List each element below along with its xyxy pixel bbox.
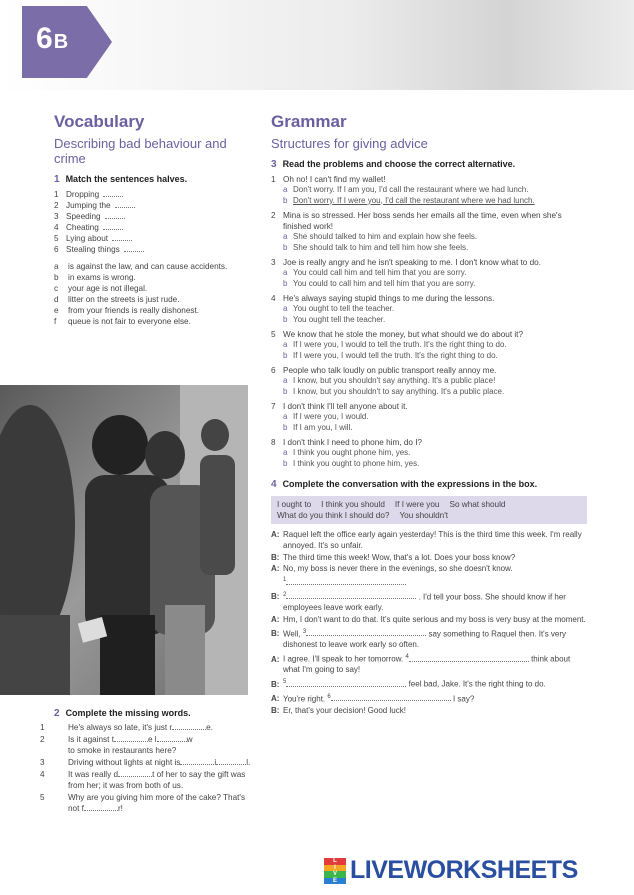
question [271,257,587,289]
speaker: B: [271,679,280,689]
line-text: Er, that's your decision! Good luck! [283,706,406,716]
speaker: A: [271,654,280,664]
question [271,365,587,397]
option-text: If I am you, I will. [293,422,353,432]
question-text [271,210,587,232]
conversation-line [271,677,587,690]
item-number: 5 [54,234,59,243]
conversation-line [271,564,587,588]
conversation-line [271,615,587,626]
answer-gap[interactable] [409,654,529,662]
answer-gap[interactable] [114,734,148,742]
exercise-2-section [40,708,254,815]
item-number: 2 [40,735,45,744]
question-number: 4 [271,294,276,303]
option-text: Don't worry. If I were you, I'd call the restaurant where we had lunch. [293,195,535,205]
item-number: 1 [40,723,45,732]
exercise-2-items [40,722,254,814]
question-text [271,257,587,268]
question [271,210,587,253]
ending-item [54,294,254,305]
item-text: e l [147,735,157,744]
item-text: i [214,758,217,767]
item-text: Is it against t [68,735,114,744]
exercise-1-endings [54,261,254,327]
answer-gap[interactable] [286,577,406,585]
question [271,437,587,469]
option-b[interactable] [271,423,587,434]
match-item [54,189,254,200]
question-number: 3 [271,258,276,267]
item-number: 1 [54,190,59,199]
option-letter: a [283,185,288,194]
vocabulary-subtitle: Describing bad behaviour and crime [54,136,227,166]
option-b[interactable] [271,351,587,362]
missing-word-item [40,722,254,733]
unit-number: 6B [36,22,70,55]
item-text: Jumping the [66,201,111,210]
question-prompt: He's always saying stupid things to me during the lessons. [283,294,495,303]
option-letter: b [283,195,288,205]
live-letter: V [324,871,346,878]
answer-blank[interactable] [103,222,123,230]
line-text: Well, [283,629,303,639]
speaker: B: [271,706,280,716]
item-text: t of her to say the gift was from her; it was from both of us. [68,770,246,790]
crowd-illustration [0,385,248,695]
answer-blank[interactable] [112,233,132,241]
question-text [271,401,587,412]
question [271,174,587,206]
option-a[interactable] [271,376,587,387]
option-letter: a [283,232,288,241]
answer-blank[interactable] [124,244,144,252]
expression: I think you should [321,500,385,509]
option-letter: b [283,422,288,432]
question-number: 8 [271,438,276,447]
item-text: Lying about [66,234,109,243]
line-text: feel bad, Jake. It's the right thing to do. [408,679,546,689]
expression: You shouldn't [399,511,449,520]
question-prompt: Mina is so stressed. Her boss sends her emails all the time, even when she's finished work! [283,211,562,231]
exercise-1-items [54,189,254,255]
question-prompt: I don't think I'll tell anyone about it. [283,402,408,411]
item-text: e. [206,723,213,732]
question-number: 6 [271,366,276,375]
speaker: B: [271,552,280,562]
conversation-line [271,692,587,705]
question-prompt: Joe is really angry and he isn't speaking to me. I don't know what to do. [283,258,541,267]
option-letter: a [283,268,288,277]
ending-text: your age is not illegal. [68,284,148,293]
exercise-3-questions [271,174,587,469]
expression: If I were you [394,500,440,509]
match-item [54,200,254,211]
line-text: The third time this week! Wow, that's a lot. Does your boss know? [283,552,516,562]
option-text: If I were you, I would to tell the truth. It's the right thing to do. [293,340,507,349]
crowd-photo [0,385,248,695]
match-item [54,233,254,244]
expressions-row-1 [277,499,581,510]
conversation-line [271,652,587,676]
answer-gap[interactable] [306,628,426,636]
answer-gap[interactable] [118,769,152,777]
item-text: l. [246,758,251,767]
conversation-line [271,530,587,552]
item-number: 4 [40,770,45,779]
gap-number: 4 [405,653,409,660]
item-text: to smoke in restaurants here? [68,746,177,755]
ending-item [54,283,254,294]
match-item [54,211,254,222]
missing-word-item [40,769,254,791]
question-prompt: We know that he stole the money, but what should we do about it? [283,330,524,339]
option-a[interactable] [271,412,587,423]
speaker: A: [271,614,280,624]
ending-item [54,316,254,327]
option-b[interactable] [271,279,587,290]
option-a[interactable] [271,268,587,279]
item-text: r! [117,804,123,813]
option-letter: a [283,376,288,385]
question-prompt: I don't think I need to phone him, do I? [283,438,423,447]
grammar-section [271,112,587,717]
gap-number: 2 [283,591,287,598]
option-letter: b [283,314,288,324]
ending-letter: e [54,306,59,315]
option-text: You could call him and tell him that you are sorry. [293,268,467,277]
ending-text: litter on the streets is just rude. [68,295,180,304]
line-text: I agree. I'll speak to her tomorrow. [283,654,406,664]
line-text: think about what I'm going to say! [283,654,571,675]
item-text: Driving without lights at night is [68,758,181,767]
option-b[interactable] [271,387,587,398]
option-b[interactable] [271,459,587,470]
answer-gap[interactable] [331,693,451,701]
answer-gap[interactable] [286,679,406,687]
question-prompt: People who talk loudly on public transport really annoy me. [283,366,497,375]
option-text: She should talked to him and explain how she feels. [293,232,478,241]
gap-number: 3 [302,628,307,635]
item-text: Dropping [66,190,100,199]
expression: I ought to [277,500,312,509]
ending-item [54,261,254,272]
missing-word-item [40,757,254,768]
option-text: I think you ought phone him, yes. [293,448,411,457]
option-letter: a [283,448,288,457]
item-number: 6 [54,245,59,254]
question-number: 5 [271,330,276,339]
item-number: 5 [40,793,45,802]
speaker: B: [271,592,280,602]
ending-item [54,272,254,283]
option-a[interactable] [271,340,587,351]
option-a[interactable] [271,232,587,243]
expressions-box [271,496,587,524]
answer-gap[interactable] [180,757,217,767]
option-text: I think you ought to phone him, yes. [293,458,420,468]
question-text [271,437,587,448]
ending-item [54,305,254,316]
ending-letter: a [54,262,59,271]
item-text: Speeding [66,212,101,221]
line-text: You're right. [283,694,328,704]
question-prompt: Oh no! I can't find my wallet! [283,175,386,184]
gap-number: 1 [283,577,287,584]
option-letter: b [283,386,288,396]
ending-letter: f [54,317,57,326]
question-number: 1 [271,175,276,184]
option-a[interactable] [271,448,587,459]
option-text: If I were you, I would. [293,412,369,421]
ending-letter: c [54,284,59,293]
option-letter: b [283,242,288,252]
item-text: Cheating [66,223,99,232]
live-logo-icon [324,858,346,884]
live-letter: I [324,865,346,872]
exercise-4-title: 4 Complete the conversation with the expressions in the box. [271,479,538,490]
vocabulary-section [54,112,254,327]
gap-number: 6 [327,693,331,700]
answer-blank[interactable] [105,211,125,219]
item-number: 4 [54,223,59,232]
question-text [271,174,587,185]
match-item [54,222,254,233]
conversation-line [271,706,587,717]
match-item [54,244,254,255]
answer-blank[interactable] [115,200,135,208]
missing-word-item [40,734,254,756]
exercise-1-title: 1 Match the sentences halves. [54,174,188,185]
question [271,293,587,325]
option-letter: a [283,304,288,313]
liveworksheets-logo [322,854,622,890]
ending-text: is against the law, and can cause accidents. [68,262,228,271]
live-letter: E [324,878,346,885]
option-text: You could to call him and tell him that you are sorry. [293,278,476,288]
conversation-line [271,627,587,651]
question-text [271,329,587,340]
option-letter: b [283,278,288,288]
speaker: A: [271,564,280,574]
conversation-line [271,590,587,614]
question-text [271,365,587,376]
answer-gap[interactable] [172,722,206,730]
answer-gap[interactable] [216,757,246,765]
option-text: You ought tell the teacher. [293,314,386,324]
item-text: It was really d [68,770,119,779]
question [271,329,587,361]
expression: What do you think I should do? [277,511,390,520]
option-b[interactable] [271,243,587,254]
ending-text: from your friends is really dishonest. [68,306,200,315]
option-b[interactable] [271,196,587,207]
item-number: 3 [40,758,45,767]
missing-word-item [40,792,254,814]
ending-letter: d [54,295,59,304]
line-text: No, my boss is never there in the evenings, so she doesn't know. [283,564,513,574]
option-text: I know, but you shouldn't say anything. It's a public place! [293,376,496,385]
gap-number: 5 [283,679,287,686]
option-letter: a [283,412,288,421]
speaker: B: [271,629,280,639]
expression: So what should [449,500,506,509]
vocabulary-title: Vocabulary [54,112,145,131]
option-letter: b [283,350,288,360]
question-number: 2 [271,211,276,220]
line-text: Hm, I don't want to do that. It's quite serious and my boss is very busy at the moment. [283,614,586,624]
grammar-title: Grammar [271,112,347,131]
grammar-subtitle: Structures for giving advice [271,136,428,151]
exercise-2-title: 2 Complete the missing words. [54,708,191,719]
answer-gap[interactable] [84,803,118,811]
ending-text: queue is not fair to everyone else. [68,317,191,326]
answer-blank[interactable] [103,189,123,197]
ending-letter: b [54,273,59,282]
expressions-row-2 [277,510,581,521]
question [271,401,587,433]
option-letter: a [283,340,288,349]
conversation [271,530,587,717]
option-text: Don't worry. If I am you, I'd call the restaurant where we had lunch. [293,185,529,194]
item-text: He's always so late, it's just r [68,723,173,732]
option-text: You ought to tell the teacher. [293,304,395,313]
live-letter: L [324,858,346,865]
line-text: I say? [452,694,475,704]
item-number: 3 [54,212,59,221]
question-text [271,293,587,304]
answer-gap[interactable] [157,734,187,742]
conversation-line [271,553,587,564]
option-letter: b [283,458,288,468]
line-text: Raquel left the office early again yesterday! This is the third time this week. I'm really annoyed. It's so unfair. [283,530,582,550]
speaker: A: [271,694,280,704]
item-text: w [186,735,193,744]
speaker: A: [271,530,280,539]
ending-text: in exams is wrong. [68,273,136,282]
option-text: I know, but you shouldn't to say anything. It's a public place. [293,386,505,396]
line-text: . I'd tell your boss. She should know if her employees leave work early. [283,592,566,613]
option-a[interactable] [271,185,587,196]
option-text: She should talk to him and tell him how she feels. [293,242,469,252]
item-number: 2 [54,201,59,210]
line-text: say something to Raquel then. It's very dishonest to leave work early so often. [283,629,567,650]
exercise-3-title: 3 Read the problems and choose the correct alternative. [271,159,516,170]
item-text: Why are you giving him more of the cake? That's not f [68,793,246,813]
option-b[interactable] [271,315,587,326]
item-text: Stealing things [66,245,120,254]
option-a[interactable] [271,304,587,315]
brand-text: LIVEWORKSHEETS [350,856,578,884]
question-number: 7 [271,402,276,411]
option-text: If I were you, I would tell the truth. It's the right thing to do. [293,350,498,360]
answer-gap[interactable] [286,591,416,599]
